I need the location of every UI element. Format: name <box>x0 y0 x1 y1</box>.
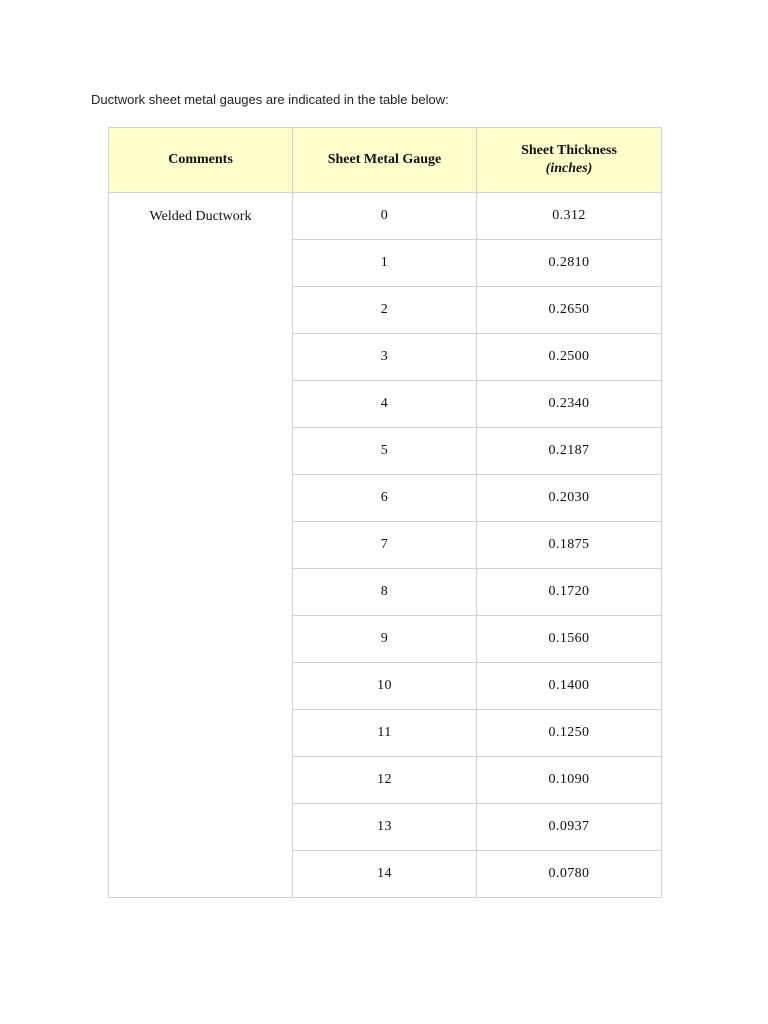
gauge-cell: 11 <box>293 710 477 757</box>
gauge-cell: 12 <box>293 757 477 804</box>
thickness-cell: 0.0780 <box>477 851 662 898</box>
gauge-cell: 2 <box>293 287 477 334</box>
thickness-cell: 0.2030 <box>477 475 662 522</box>
thickness-cell: 0.2810 <box>477 240 662 287</box>
thickness-cell: 0.2187 <box>477 428 662 475</box>
table-row <box>109 193 662 240</box>
gauge-cell: 14 <box>293 851 477 898</box>
thickness-cell: 0.0937 <box>477 804 662 851</box>
gauge-cell: 0 <box>293 193 477 240</box>
thickness-cell: 0.2340 <box>477 381 662 428</box>
comment-cell: Welded Ductwork <box>109 193 293 898</box>
gauge-cell: 10 <box>293 663 477 710</box>
thickness-cell: 0.1720 <box>477 569 662 616</box>
table-body <box>109 193 662 898</box>
gauge-cell: 13 <box>293 804 477 851</box>
thickness-cell: 0.312 <box>477 193 662 240</box>
intro-text: Ductwork sheet metal gauges are indicated in the table below: <box>91 92 449 107</box>
gauge-cell: 4 <box>293 381 477 428</box>
gauge-cell: 7 <box>293 522 477 569</box>
gauge-table <box>108 127 662 898</box>
thickness-cell: 0.1560 <box>477 616 662 663</box>
gauge-cell: 8 <box>293 569 477 616</box>
thickness-cell: 0.1250 <box>477 710 662 757</box>
header-comments: Comments <box>109 128 293 193</box>
header-gauge: Sheet Metal Gauge <box>293 128 477 193</box>
gauge-cell: 6 <box>293 475 477 522</box>
thickness-cell: 0.1400 <box>477 663 662 710</box>
table-header-row <box>109 128 662 193</box>
thickness-cell: 0.1875 <box>477 522 662 569</box>
thickness-cell: 0.1090 <box>477 757 662 804</box>
gauge-cell: 5 <box>293 428 477 475</box>
gauge-cell: 1 <box>293 240 477 287</box>
header-thickness <box>477 128 662 193</box>
gauge-cell: 3 <box>293 334 477 381</box>
header-thickness-unit: (inches) <box>545 161 593 176</box>
header-thickness-label: Sheet Thickness <box>521 143 617 158</box>
thickness-cell: 0.2500 <box>477 334 662 381</box>
gauge-cell: 9 <box>293 616 477 663</box>
thickness-cell: 0.2650 <box>477 287 662 334</box>
